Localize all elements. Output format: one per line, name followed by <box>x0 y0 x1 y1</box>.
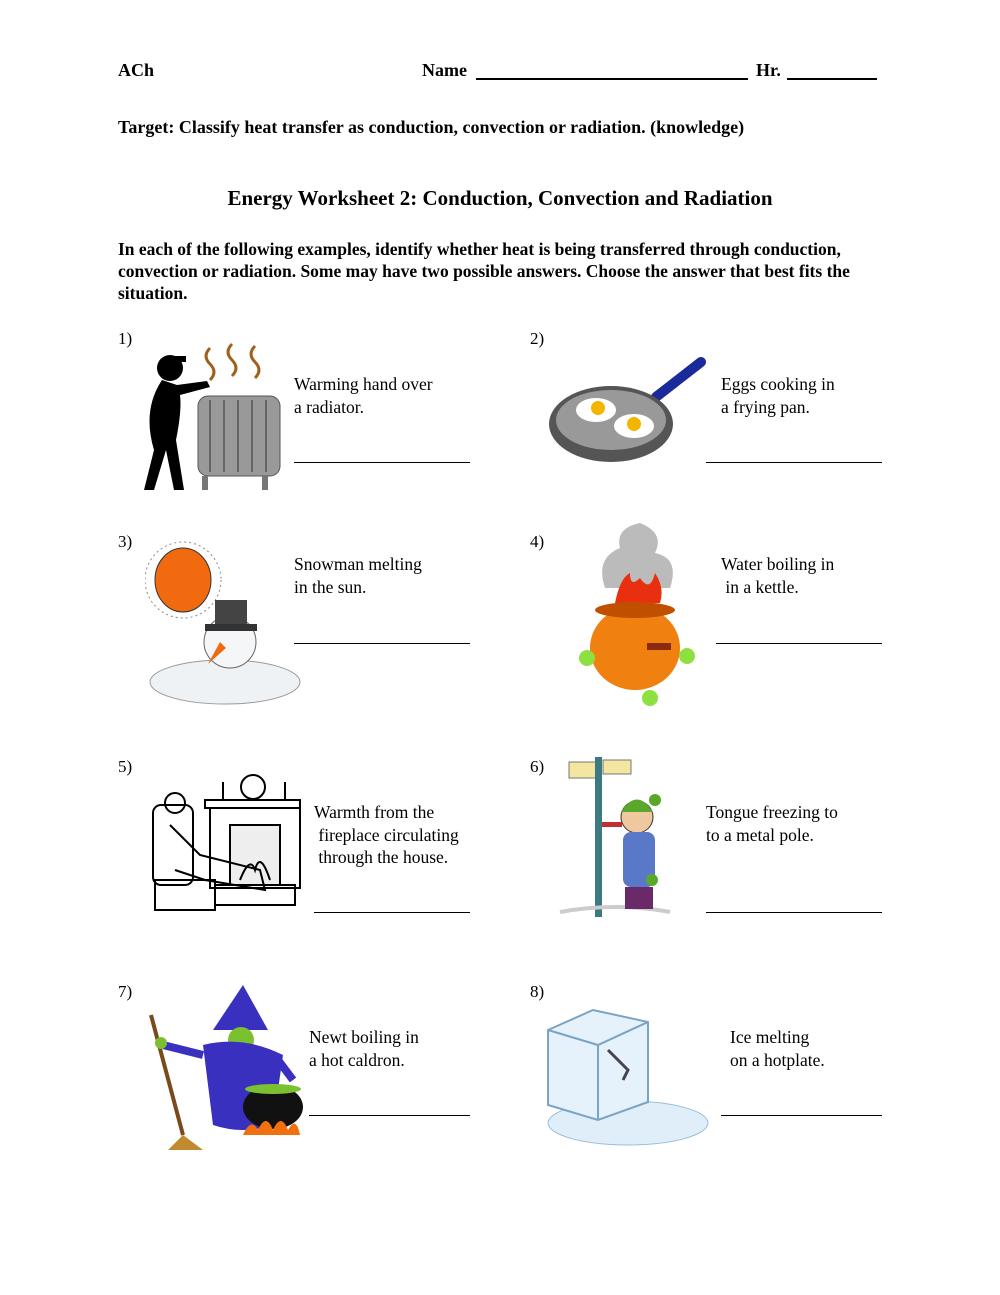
hour-input[interactable] <box>787 58 877 80</box>
ice-cube-image <box>538 1005 710 1150</box>
answer-input-4[interactable] <box>716 623 882 644</box>
fireplace-image <box>145 765 305 915</box>
page-title: Energy Worksheet 2: Conduction, Convection and Radiation <box>227 186 773 210</box>
item-number: 4) <box>530 532 545 551</box>
item-number: 6) <box>530 757 545 776</box>
item-number: 8) <box>530 982 545 1001</box>
answer-input-1[interactable] <box>294 442 470 463</box>
answer-input-2[interactable] <box>706 442 882 463</box>
answer-input-6[interactable] <box>706 892 882 913</box>
person-radiator-image <box>140 338 285 496</box>
name-label: Name <box>422 60 467 80</box>
snowman-sun-image <box>145 532 305 712</box>
hour-label: Hr. <box>756 60 781 80</box>
tongue-pole-image <box>555 752 675 920</box>
item-number: 1) <box>118 329 133 348</box>
item-text: Water boiling in in a kettle. <box>721 554 835 597</box>
item-number: 7) <box>118 982 133 1001</box>
item-text: Eggs cooking in a frying pan. <box>721 374 835 417</box>
item-number: 5) <box>118 757 133 776</box>
item-text: Newt boiling in a hot caldron. <box>309 1027 419 1070</box>
frying-pan-eggs-image <box>546 352 711 467</box>
item-text: Warming hand over a radiator. <box>294 374 433 417</box>
item-text: Warmth from the fireplace circulating through the house. <box>314 802 459 867</box>
item-text: Snowman melting in the sun. <box>294 554 422 597</box>
class-code: ACh <box>118 60 155 80</box>
witch-caldron-image <box>143 985 308 1155</box>
target-statement: Target: Classify heat transfer as conduction, convection or radiation. (knowledge) <box>118 117 745 137</box>
item-number: 3) <box>118 532 133 551</box>
answer-input-7[interactable] <box>309 1095 470 1116</box>
answer-input-8[interactable] <box>721 1095 882 1116</box>
name-input[interactable] <box>476 58 748 80</box>
answer-input-5[interactable] <box>314 892 470 913</box>
instructions: In each of the following examples, identify whether heat is being transferred through conduction, convection or radiation. Some may have two possible answers. Choose the answer that best fits the situation. <box>118 239 850 303</box>
boiling-pot-image <box>575 518 705 713</box>
item-text: Tongue freezing to to a metal pole. <box>706 802 838 845</box>
answer-input-3[interactable] <box>294 623 470 644</box>
item-number: 2) <box>530 329 545 348</box>
item-text: Ice melting on a hotplate. <box>730 1027 825 1070</box>
